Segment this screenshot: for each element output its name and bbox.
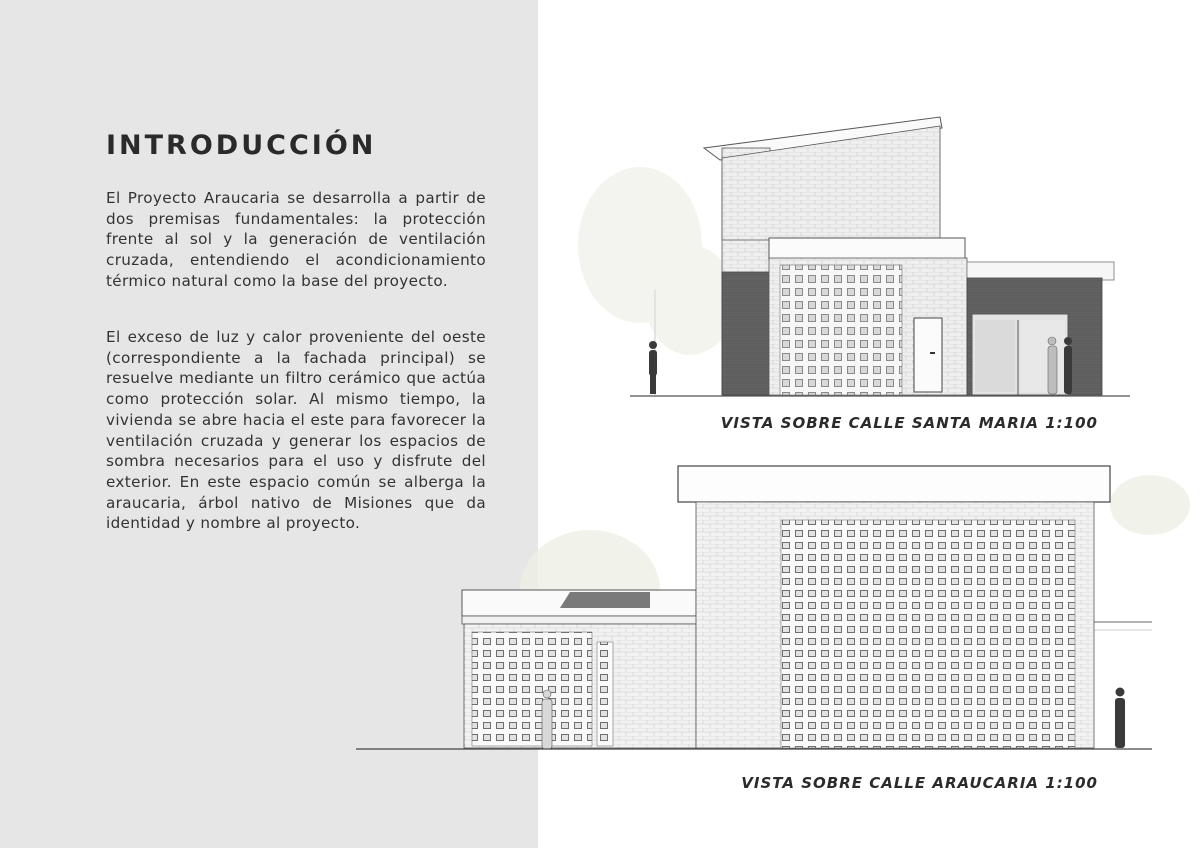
section-title: INTRODUCCIÓN: [106, 130, 377, 161]
intro-paragraph-1: El Proyecto Araucaria se desarrolla a partir de dos premisas fundamentales: la protección frente al sol y la generación de ventilación cruzada, entendiendo el acondicionamiento térmico natural como la base del proyecto.: [106, 189, 486, 290]
elevation-caption-santa-maria: VISTA SOBRE CALLE SANTA MARIA 1:100: [720, 414, 1098, 432]
elevation-caption-araucaria: VISTA SOBRE CALLE ARAUCARIA 1:100: [741, 774, 1098, 792]
intro-paragraph-2: El exceso de luz y calor proveniente del oeste (correspondiente a la fachada principal) se resuelve mediante un filtro cerámico que actúa como protección solar. Al mismo tiempo, la vivienda se abre hacia el este para favorecer la ventilación cruzada y generar los espacios de sombra necesarios para el uso y disfrute del exterior. En este espacio común se alberga la araucaria, árbol nativo de Misiones que da identidad y nombre al proyecto.: [106, 328, 486, 533]
person-figure: [1115, 688, 1125, 749]
